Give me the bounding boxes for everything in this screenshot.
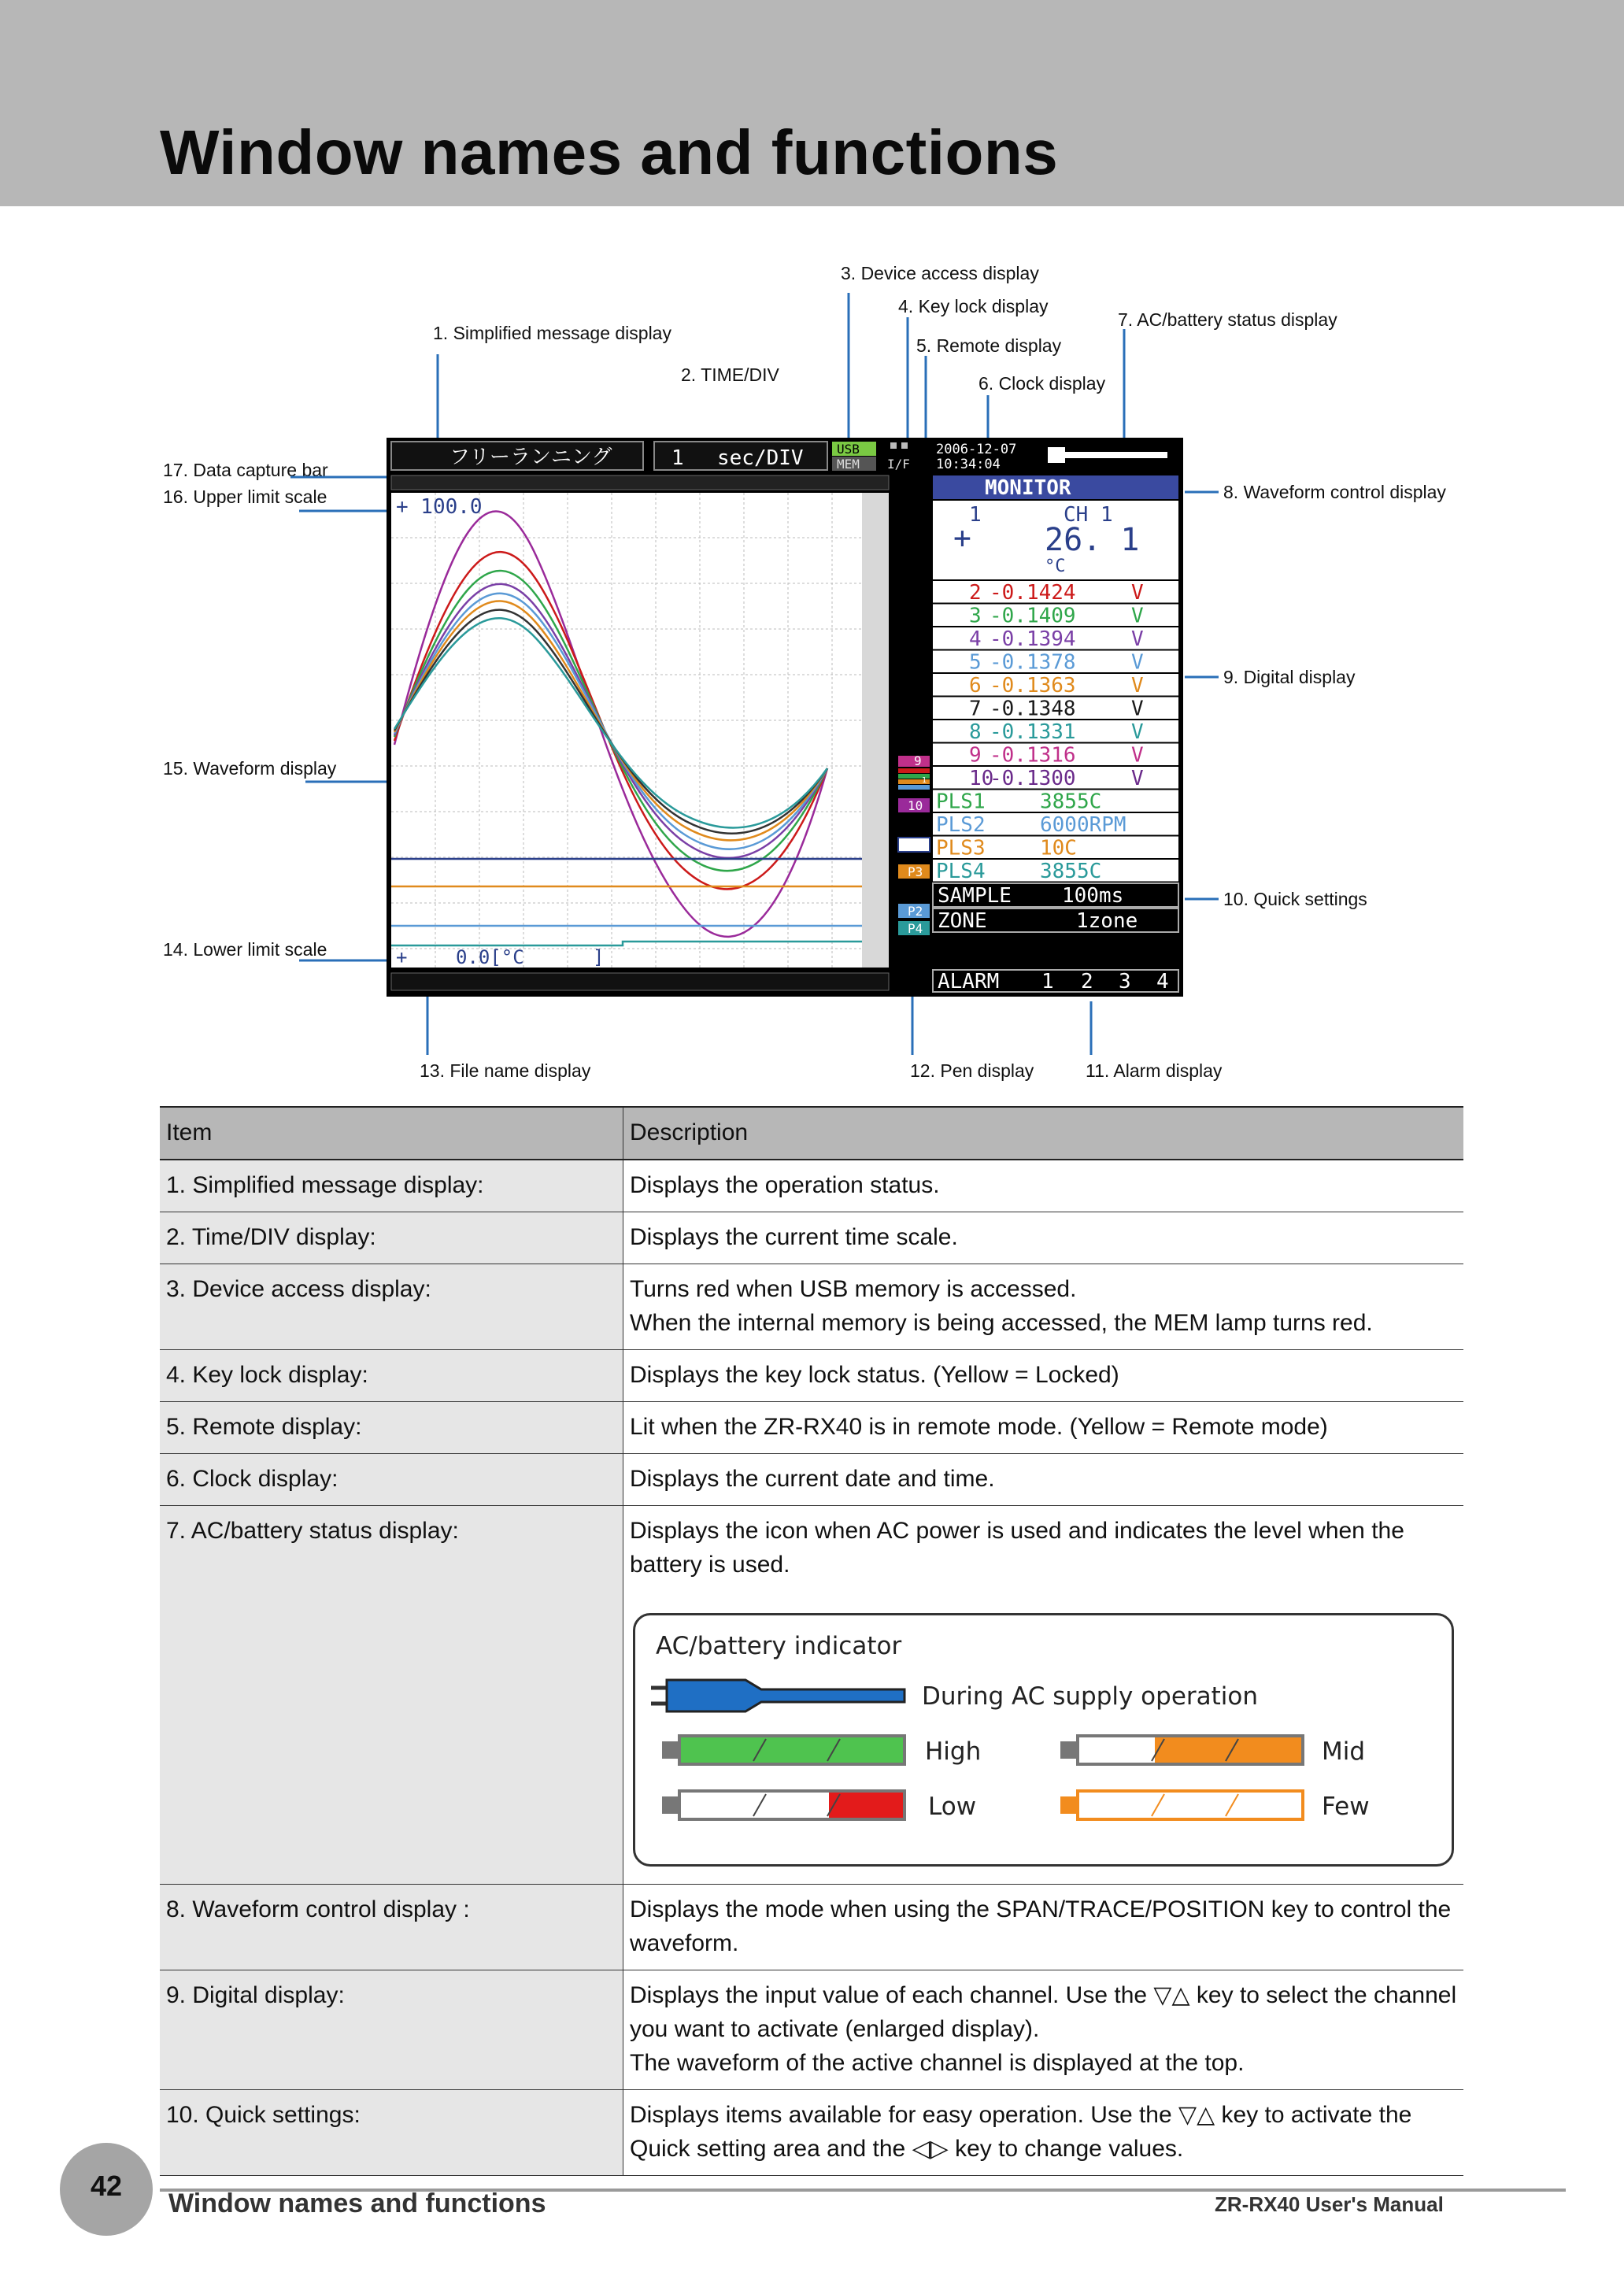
- ac-battery-indicator-box: [633, 1613, 1454, 1867]
- active-sign: +: [953, 520, 971, 555]
- callout-device-access: 3. Device access display: [841, 263, 1039, 283]
- callout-remote: 5. Remote display: [916, 335, 1062, 356]
- channel-value: -0.1363: [990, 674, 1076, 697]
- table-row: [160, 2090, 1463, 2176]
- row-desc-line: When the internal memory is being accessed, the MEM lamp turns red.: [630, 1310, 1373, 1336]
- pulse-display: [933, 790, 1178, 884]
- pen-label: P4: [908, 921, 923, 936]
- callout-simplified-message: 1. Simplified message display: [433, 323, 671, 343]
- table-row: [160, 1350, 1463, 1402]
- key-lock-icon: [890, 442, 897, 449]
- row-item: 4. Key lock display:: [160, 1350, 623, 1402]
- row-item: 7. AC/battery status display:: [160, 1506, 623, 1885]
- row-desc-text: Displays items available for easy operation. Use the: [630, 2102, 1172, 2128]
- page-number: 42: [90, 2170, 123, 2202]
- up-down-key-icon: ▽△: [1153, 1982, 1190, 2008]
- ac-supply-label: During AC supply operation: [922, 1682, 1259, 1711]
- file-name-display: [391, 973, 889, 990]
- row-desc-text: key to change values.: [955, 2136, 1184, 2162]
- channel-number: 9: [969, 743, 982, 768]
- alarm-3: 3: [1119, 970, 1131, 993]
- channel-value: -0.1378: [990, 650, 1076, 675]
- footer-section-title: Window names and functions: [168, 2189, 546, 2218]
- time-div-unit: sec/DIV: [717, 446, 804, 470]
- row-item: 6. Clock display:: [160, 1454, 623, 1506]
- channel-number: 4: [969, 627, 982, 651]
- channel-value: -0.1394: [990, 627, 1076, 651]
- row-desc: [623, 1506, 1464, 1885]
- row-desc: Displays the current time scale.: [623, 1212, 1464, 1264]
- row-item: 3. Device access display:: [160, 1264, 623, 1350]
- pen-label: 1: [922, 776, 927, 785]
- if-label: I/F: [887, 457, 910, 472]
- table-row: [160, 1454, 1463, 1506]
- callout-file-name: 13. File name display: [420, 1060, 591, 1081]
- indicator-title: AC/battery indicator: [656, 1632, 902, 1660]
- channel-number: 8: [969, 720, 982, 744]
- callout-digital-display: 9. Digital display: [1223, 667, 1356, 687]
- row-item: 10. Quick settings:: [160, 2090, 623, 2176]
- battery-low-icon: [662, 1791, 904, 1819]
- row-item: 1. Simplified message display:: [160, 1160, 623, 1212]
- pulse-value: 6000RPM: [1040, 813, 1126, 837]
- callout-waveform-display: 15. Waveform display: [163, 758, 337, 779]
- zone-value: 1zone: [1076, 909, 1138, 933]
- table-row: [160, 1885, 1463, 1970]
- waveform-display: [391, 493, 889, 968]
- callout-time-div: 2. TIME/DIV: [681, 364, 779, 385]
- quick-settings: [933, 883, 1178, 933]
- description-table: [160, 1106, 1463, 2176]
- pen-label: P2: [908, 904, 923, 919]
- battery-mid-icon: [1060, 1736, 1303, 1764]
- channel-unit: V: [1131, 604, 1144, 628]
- time-div-value: 1: [671, 446, 684, 470]
- battery-high-icon: [662, 1736, 904, 1764]
- mid-label: Mid: [1322, 1737, 1366, 1766]
- channel-unit: V: [1131, 627, 1144, 651]
- mem-label: MEM: [837, 457, 860, 472]
- clock-date: 2006-12-07: [936, 442, 1017, 457]
- table-row: [160, 1402, 1463, 1454]
- battery-icons: [635, 1615, 1454, 1864]
- alarm-2: 2: [1081, 970, 1093, 993]
- row-desc: Displays the operation status.: [623, 1160, 1464, 1212]
- channel-number: 7: [969, 697, 982, 721]
- pen-marker: [898, 838, 930, 852]
- lower-limit-bracket: ]: [593, 946, 605, 968]
- row-desc-text: Displays the input value of each channel. Use the: [630, 1982, 1148, 2008]
- callout-pen-display: 12. Pen display: [910, 1060, 1034, 1081]
- digital-display: [933, 581, 1178, 790]
- callout-data-capture-bar: 17. Data capture bar: [163, 460, 328, 480]
- zone-label: ZONE: [938, 909, 987, 933]
- pen-label: P3: [908, 864, 923, 879]
- page-title: Window names and functions: [160, 117, 1059, 187]
- active-channel-label: CH 1: [1064, 503, 1113, 527]
- page-number-badge: [60, 2143, 153, 2236]
- row-desc: Lit when the ZR-RX40 is in remote mode. (Yellow = Remote mode): [623, 1402, 1464, 1454]
- channel-number: 5: [969, 650, 982, 675]
- left-right-key-icon: ◁▷: [912, 2136, 949, 2162]
- sample-label: SAMPLE: [938, 884, 1012, 908]
- table-row: [160, 1264, 1463, 1350]
- table-row: [160, 1160, 1463, 1212]
- channel-unit: V: [1131, 581, 1144, 605]
- channel-unit: V: [1131, 743, 1144, 768]
- row-desc-text: key to activate the Quick setting area and the: [630, 2102, 1412, 2162]
- row-desc: Displays the current date and time.: [623, 1454, 1464, 1506]
- high-label: High: [925, 1737, 982, 1766]
- row-desc-line: Displays the icon when AC power is used and indicates the level when the battery is used.: [630, 1518, 1404, 1578]
- channel-number: 2: [969, 581, 982, 605]
- mode-label: MONITOR: [985, 476, 1071, 500]
- lower-limit-sign: +: [396, 946, 408, 968]
- pulse-value: 10C: [1040, 836, 1077, 860]
- row-desc: Displays the mode when using the SPAN/TRACE/POSITION key to control the waveform.: [623, 1885, 1464, 1970]
- channel-number: 10: [969, 767, 994, 790]
- pulse-label: PLS3: [936, 836, 986, 860]
- channel-value: -0.1409: [990, 604, 1076, 628]
- simplified-message-text: フリーランニング: [449, 446, 612, 469]
- table-row: [160, 1506, 1463, 1885]
- active-channel-number: 1: [969, 503, 982, 527]
- table-row: [160, 1970, 1463, 2090]
- pen-area: [862, 493, 889, 968]
- pen-label: 9: [914, 753, 922, 768]
- row-item: 8. Waveform control display :: [160, 1885, 623, 1970]
- row-desc-line: Turns red when USB memory is accessed.: [630, 1276, 1077, 1302]
- channel-value: -0.1316: [990, 743, 1076, 768]
- row-desc: [623, 1970, 1464, 2090]
- recorder-screen: [387, 438, 1183, 997]
- row-item: 2. Time/DIV display:: [160, 1212, 623, 1264]
- pen-display: [898, 753, 930, 936]
- callout-upper-limit-scale: 16. Upper limit scale: [163, 487, 327, 507]
- pulse-value: 3855C: [1040, 860, 1102, 883]
- channel-unit: V: [1131, 697, 1144, 721]
- row-desc-text: key to select the channel you want to activate (enlarged display).: [630, 1982, 1457, 2042]
- usb-label: USB: [837, 442, 860, 457]
- clock-time: 10:34:04: [936, 457, 1001, 472]
- callout-lower-limit-scale: 14. Lower limit scale: [163, 939, 327, 960]
- callout-waveform-control: 8. Waveform control display: [1223, 482, 1446, 502]
- channel-unit: V: [1131, 674, 1144, 697]
- alarm-1: 1: [1041, 970, 1054, 993]
- row-desc-line: The waveform of the active channel is displayed at the top.: [630, 2050, 1245, 2076]
- channel-value: -0.1331: [990, 720, 1076, 744]
- footer-manual-title: ZR-RX40 User's Manual: [1215, 2192, 1444, 2216]
- callout-clock: 6. Clock display: [978, 373, 1106, 394]
- lower-limit-scale: 0.0[°C: [456, 946, 524, 968]
- row-item: 9. Digital display:: [160, 1970, 623, 2090]
- header-item: Item: [160, 1107, 623, 1160]
- table-row: [160, 1212, 1463, 1264]
- channel-unit: V: [1131, 720, 1144, 744]
- channel-value: -0.1348: [990, 697, 1076, 721]
- ac-plug-icon: [651, 1680, 904, 1711]
- recorder-screen-graphic: [387, 438, 1183, 997]
- row-desc: [623, 1264, 1464, 1350]
- row-item: 5. Remote display:: [160, 1402, 623, 1454]
- alarm-label: ALARM: [938, 970, 1000, 993]
- pen-label: 10: [908, 798, 923, 813]
- channel-number: 3: [969, 604, 982, 628]
- data-capture-bar: [391, 475, 889, 490]
- callout-key-lock: 4. Key lock display: [898, 296, 1049, 316]
- callout-alarm-display: 11. Alarm display: [1086, 1060, 1223, 1081]
- alarm-4: 4: [1156, 970, 1169, 993]
- pulse-label: PLS2: [936, 813, 986, 837]
- active-unit: °C: [1045, 557, 1066, 576]
- few-label: Few: [1322, 1793, 1370, 1821]
- upper-limit-scale: + 100.0: [396, 495, 483, 519]
- callout-quick-settings: 10. Quick settings: [1223, 889, 1367, 909]
- alarm-display: [933, 970, 1178, 993]
- pulse-value: 3855C: [1040, 790, 1102, 814]
- row-desc: Displays the key lock status. (Yellow = Locked): [623, 1350, 1464, 1402]
- pulse-label: PLS4: [936, 860, 986, 883]
- remote-icon: [901, 442, 908, 449]
- pulse-label: PLS1: [936, 790, 986, 814]
- header-description: Description: [623, 1107, 1464, 1160]
- low-label: Low: [928, 1793, 977, 1821]
- sample-value: 100ms: [1062, 884, 1124, 908]
- channel-unit: V: [1131, 767, 1144, 790]
- battery-few-icon: [1060, 1791, 1303, 1819]
- callout-ac-battery: 7. AC/battery status display: [1118, 309, 1337, 330]
- channel-unit: V: [1131, 650, 1144, 675]
- channel-number: 6: [969, 674, 982, 697]
- up-down-key-icon: ▽△: [1178, 2102, 1215, 2128]
- active-value: 26. 1: [1045, 522, 1140, 558]
- channel-value: -0.1300: [990, 767, 1076, 790]
- channel-value: -0.1424: [990, 581, 1076, 605]
- row-desc: [623, 2090, 1464, 2176]
